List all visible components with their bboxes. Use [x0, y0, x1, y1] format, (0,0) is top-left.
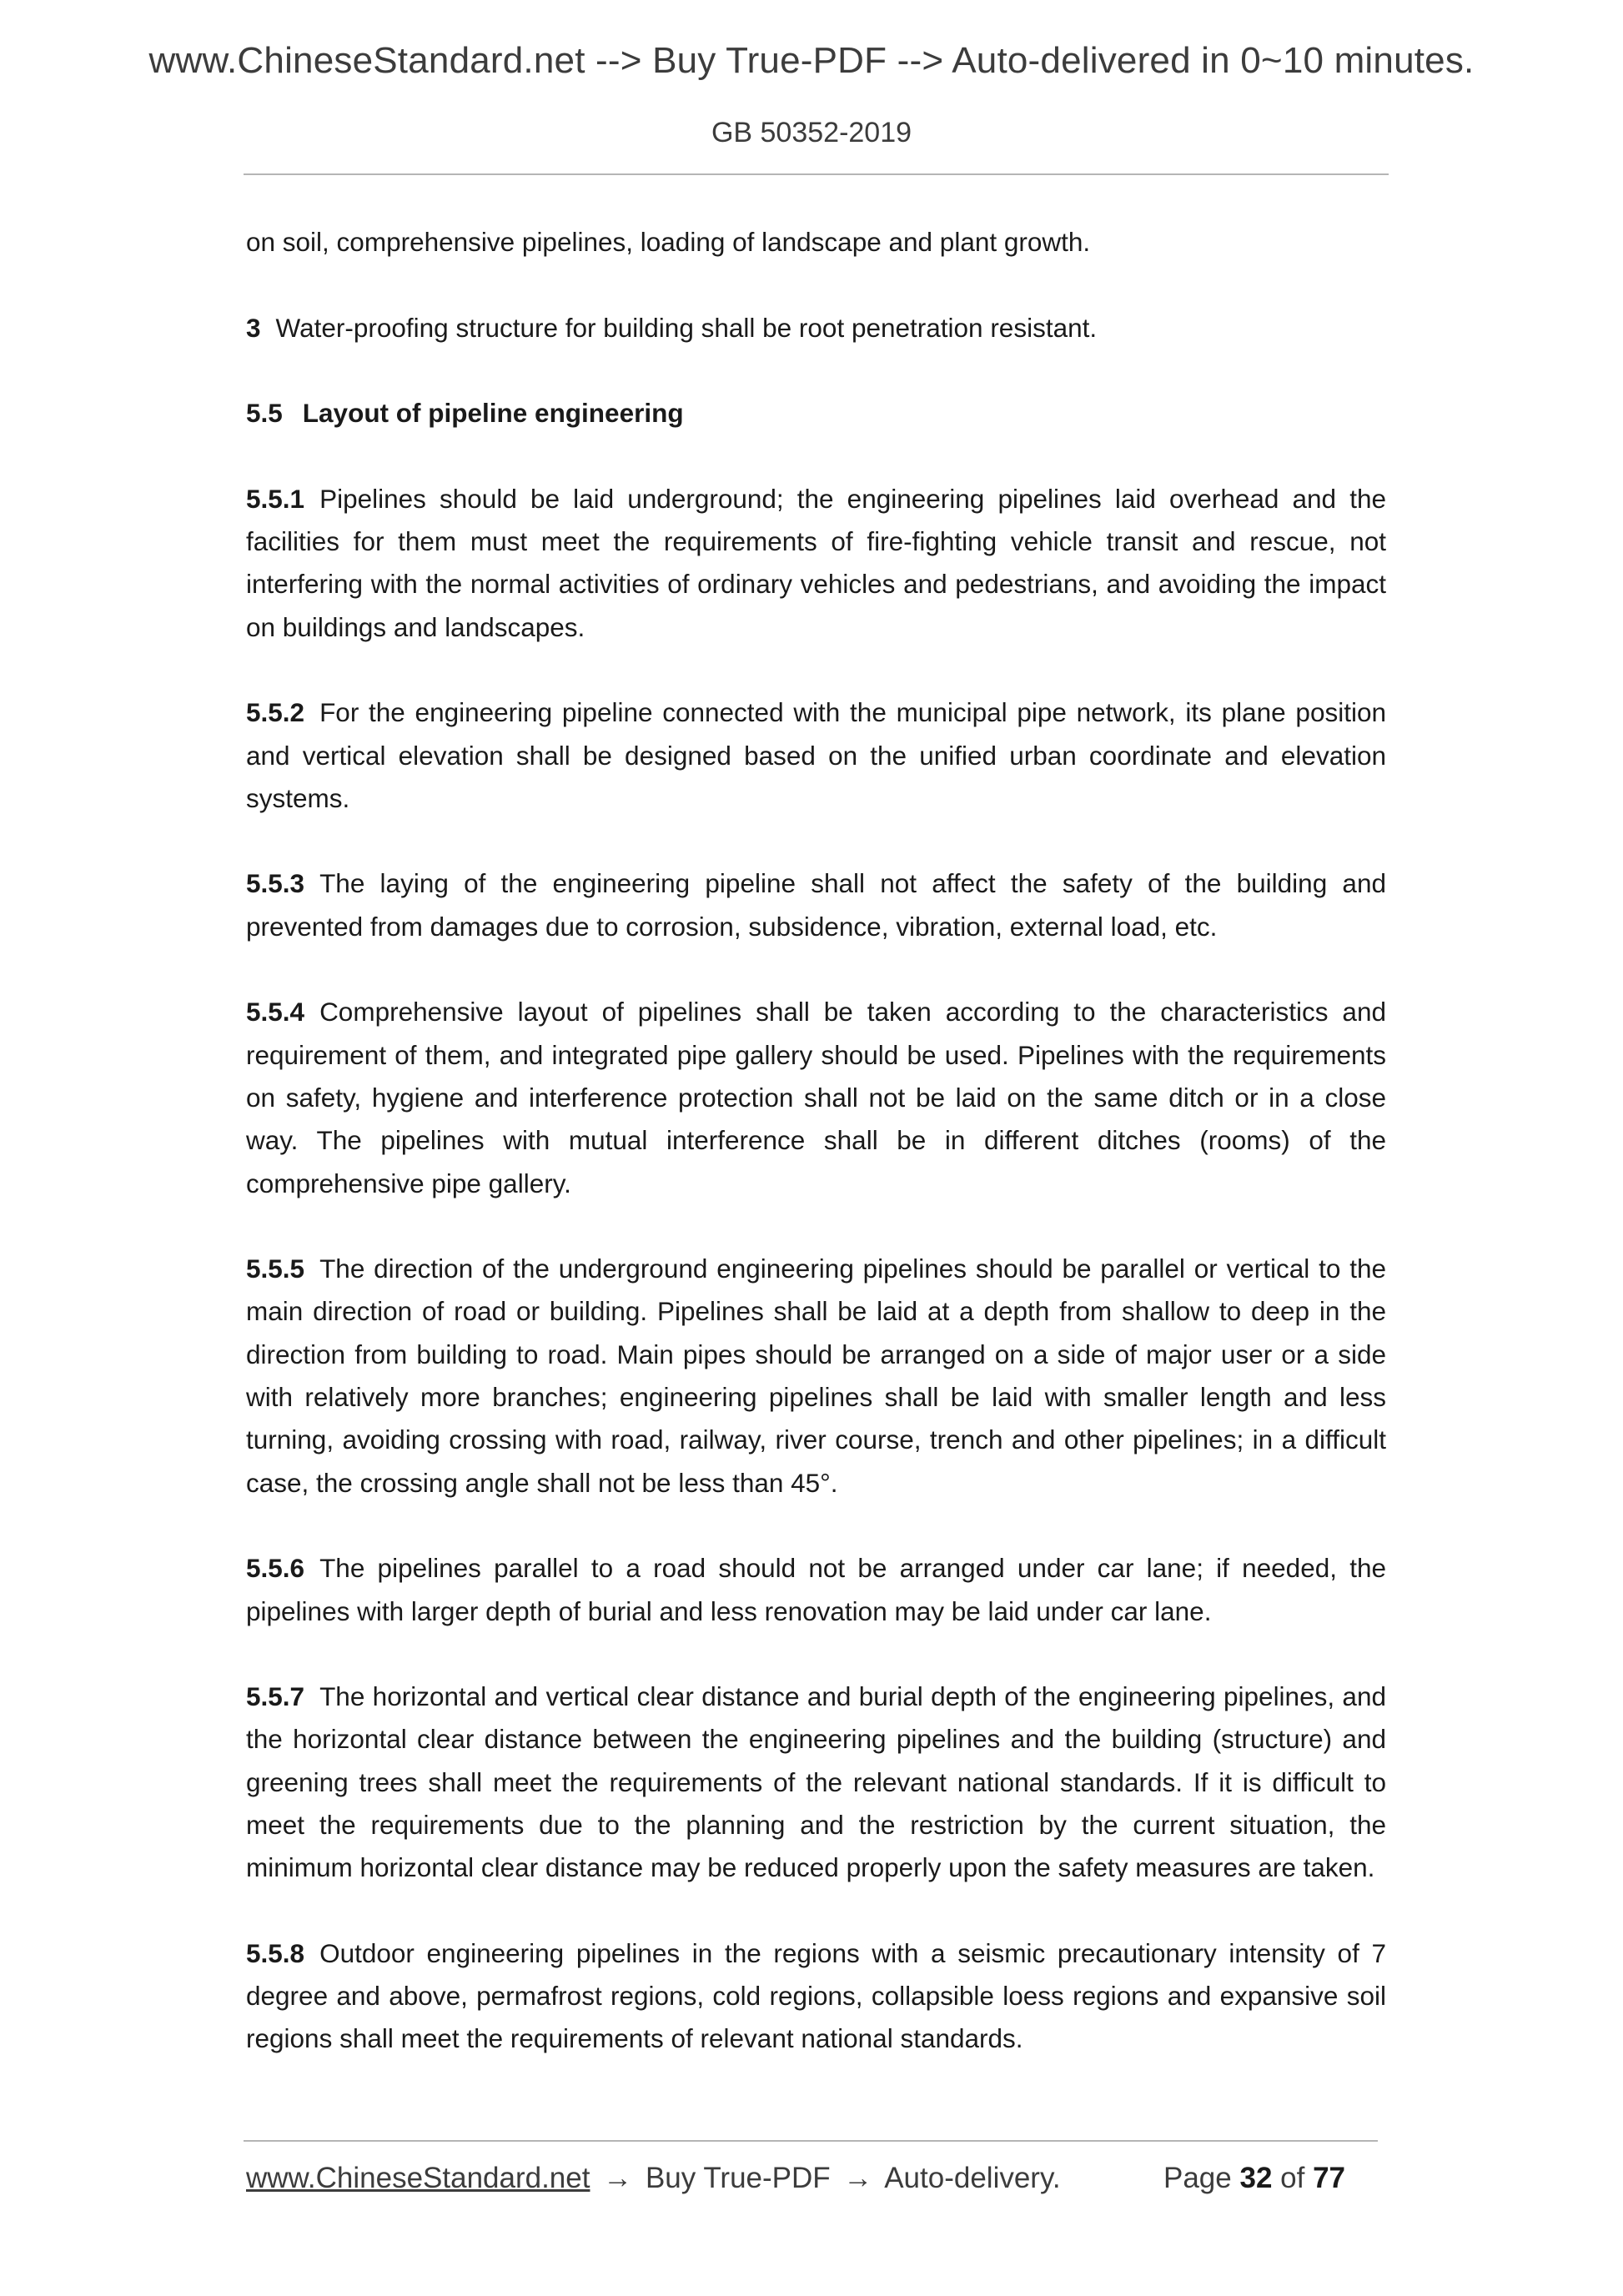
clause-text: The direction of the underground engineering pipelines should be parallel or vertical to the main direction of road or building. Pipelines shall be laid at a depth from shallow to deep in the direction from building to road. Main pipes should be arranged on a side of major user or a side with relatively more branches; engineering pipelines shall be laid with smaller length and less turning, avoiding crossing with road, railway, river course, trench and other pipelines; in a difficult case, the crossing angle shall not be less than 45°. [246, 1254, 1386, 1498]
section-heading [246, 392, 1386, 435]
footer-promo [246, 2162, 1061, 2195]
clause-number: 5.5.1 [246, 483, 305, 514]
clause-text: The laying of the engineering pipeline shall not affect the safety of the building and prevented from damages due to corrosion, subsidence, vibration, external load, etc. [246, 868, 1386, 942]
clause-5-5-2 [246, 691, 1386, 820]
list-item-3 [246, 307, 1386, 349]
site-link[interactable]: www.ChineseStandard.net [246, 2162, 590, 2194]
clause-text: The pipelines parallel to a road should not be arranged under car lane; if needed, the pipelines with larger depth of burial and less renovation may be laid under car lane. [246, 1553, 1386, 1626]
clause-text: Pipelines should be laid underground; the engineering pipelines laid overhead and the facilities for them must meet the requirements of fire-fighting vehicle transit and rescue, not interfering with the normal activities of ordinary vehicles and pedestrians, and avoiding the impact on buildings and landscapes. [246, 483, 1386, 642]
document-number: GB 50352-2019 [711, 117, 912, 148]
page-indicator [1163, 2162, 1345, 2195]
site-banner: www.ChineseStandard.net --> Buy True-PDF --> Auto-delivered in 0~10 minutes. [148, 40, 1475, 81]
arrow-right-icon: → [603, 2162, 633, 2194]
clause-number: 5.5.7 [246, 1681, 305, 1712]
clause-5-5-7 [246, 1676, 1386, 1889]
clause-number: 5.5.6 [246, 1553, 305, 1584]
arrow-right-icon: → [843, 2162, 873, 2194]
section-title: Layout of pipeline engineering [302, 398, 684, 429]
header-divider [244, 173, 1389, 175]
clause-text: Outdoor engineering pipelines in the regions with a seismic precautionary intensity of 7 degree and above, permafrost regions, cold regions, collapsible loess regions and expansive soil regions shall meet the requirements of relevant national standards. [246, 1937, 1386, 2054]
page-body [246, 221, 1386, 2061]
buy-text: Buy True-PDF [645, 2162, 831, 2194]
clause-number: 5.5.3 [246, 868, 305, 899]
clause-5-5-3 [246, 862, 1386, 948]
item-text: Water-proofing structure for building shall be root penetration resistant. [275, 312, 1098, 343]
clause-5-5-5 [246, 1248, 1386, 1505]
clause-number: 5.5.5 [246, 1254, 305, 1284]
clause-number: 5.5.2 [246, 697, 305, 728]
clause-text: Comprehensive layout of pipelines shall be taken according to the characteristics and requirement of them, and integrated pipe gallery should be used. Pipelines with the requirements on safety, hygiene and interference protection shall not be laid on the same ditch or in a close way. The pipelines with mutual interference shall be in different ditches (rooms) of the comprehensive pipe gallery. [246, 997, 1386, 1198]
clause-5-5-8 [246, 1932, 1386, 2061]
page-label: Page [1163, 2162, 1232, 2194]
current-page: 32 [1239, 2162, 1273, 2194]
item-number: 3 [246, 312, 261, 343]
clause-text: The horizontal and vertical clear distance and burial depth of the engineering pipelines, and the horizontal clear distance between the engineering pipelines and the building (structure) and greening trees shall meet the requirements of the relevant national standards. If it is difficult to meet the requirements due to the planning and the restriction by the current situation, the minimum horizontal clear distance may be reduced properly upon the safety measures are taken. [246, 1681, 1386, 1883]
continued-paragraph: on soil, comprehensive pipelines, loading of landscape and plant growth. [246, 227, 1091, 257]
delivery-text: Auto-delivery. [884, 2162, 1061, 2194]
footer-divider [244, 2140, 1378, 2142]
clause-number: 5.5.8 [246, 1937, 305, 1968]
clause-5-5-1 [246, 478, 1386, 649]
clause-text: For the engineering pipeline connected with the municipal pipe network, its plane position and vertical elevation shall be designed based on the unified urban coordinate and elevation systems. [246, 697, 1386, 813]
total-pages: 77 [1313, 2162, 1346, 2194]
section-number: 5.5 [246, 398, 283, 429]
clause-number: 5.5.4 [246, 997, 305, 1027]
clause-5-5-6 [246, 1547, 1386, 1633]
clause-5-5-4 [246, 991, 1386, 1204]
of-label: of [1280, 2162, 1305, 2194]
